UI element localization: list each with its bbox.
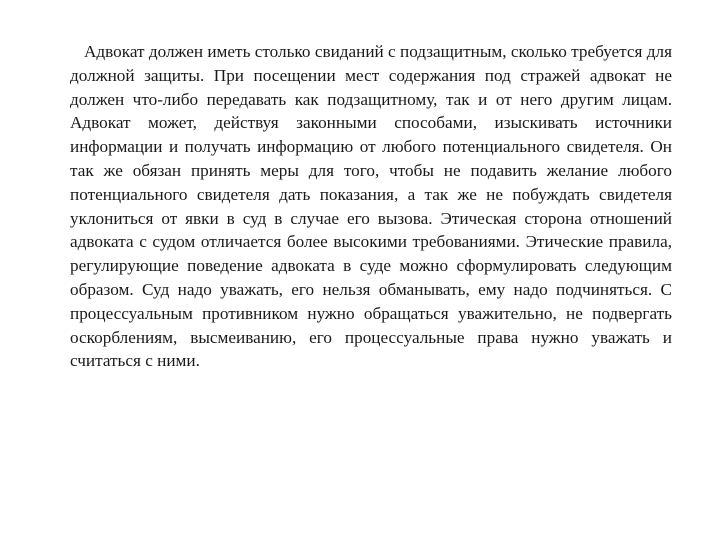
body-paragraph: Адвокат должен иметь столько свиданий с подзащитным, сколько требуется для должной защиты. При посещении мест содержания под стражей адвокат не должен что-либо передавать как подзащитному, так и от него другим лицам. Адвокат может, действуя законными способами, изыскивать источники информации и получать информацию от любого потенциального свидетеля. Он так же обязан принять меры для того, чтобы не подавить желание любого потенциального свидетеля дать показания, а так же не побуждать свидетеля уклониться от явки в суд в случае его вызова. Этическая сторона отношений адвоката с судом отличается более высокими требованиями. Этические правила, регулирующие поведение адвоката в суде можно сформулировать следующим образом. Суд надо уважать, его нельзя обманывать, ему надо подчиняться. С процессуальным противником нужно обращаться уважительно, не подвергать оскорблениям, высмеиванию, его процессуальные права нужно уважать и считаться с ними. (70, 42, 672, 371)
text-block (70, 40, 672, 373)
